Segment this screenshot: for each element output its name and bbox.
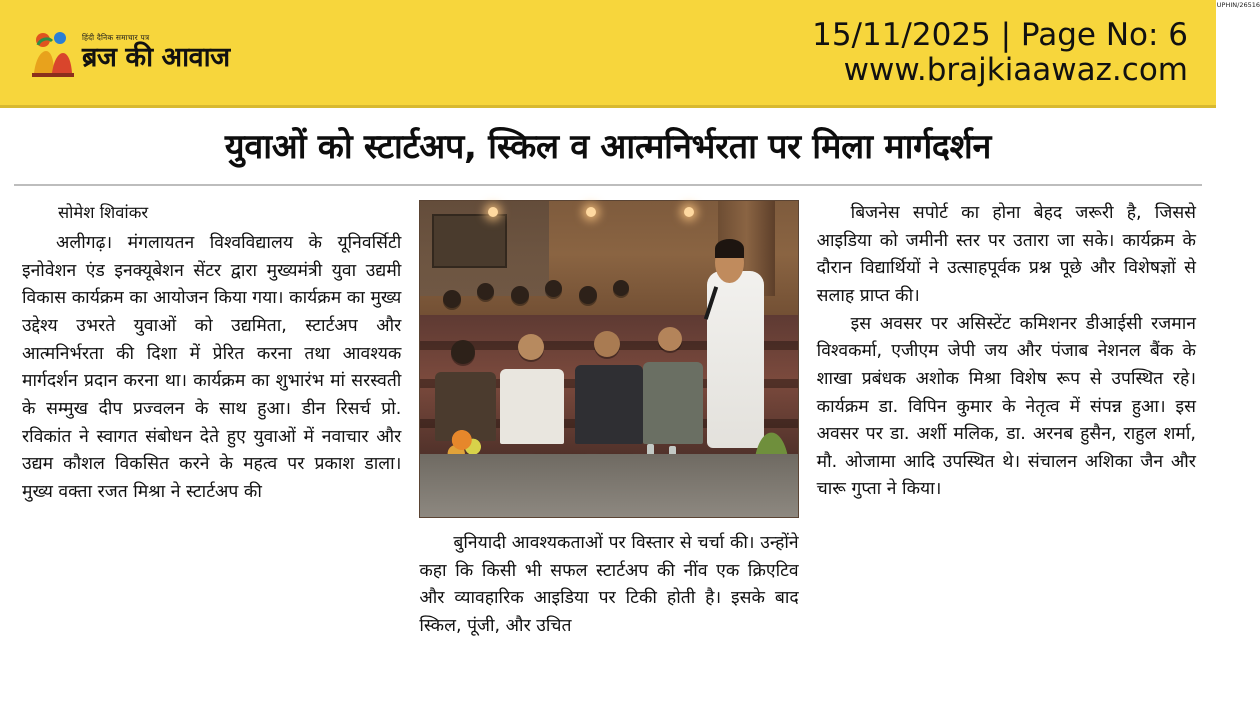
column-right	[817, 200, 1196, 641]
masthead-title: ब्रज की आवाज	[82, 41, 230, 73]
photo-audience-body	[500, 369, 564, 445]
byline: सोमेश शिवांकर	[58, 203, 149, 223]
photo-audience-head	[451, 340, 475, 364]
photo-floor	[420, 454, 797, 517]
photo-audience-head	[545, 280, 562, 297]
headline-wrap	[0, 108, 1216, 170]
article-headline: युवाओं को स्टार्टअप, स्किल व आत्मनिर्भरता पर मिला मार्गदर्शन	[224, 127, 992, 167]
publication-date-and-page: 15/11/2025 | Page No: 6	[812, 16, 1188, 53]
photo-projector-screen	[432, 214, 508, 269]
column-middle	[419, 200, 798, 641]
paragraph-middle-1: बुनियादी आवश्यकताओं पर विस्तार से चर्चा की। उन्होंने कहा कि किसी भी सफल स्टार्टअप की नींव एक क्रिएटिव और व्यावहारिक आइडिया पर टिकी होती है। इसके बाद स्किल, पूंजी, और उचित	[419, 533, 799, 636]
masthead-registration-badge: UPHIN/26516	[1216, 1, 1260, 9]
masthead-tagline: हिंदी दैनिक समाचार पत्र	[82, 33, 150, 43]
article-body	[0, 186, 1216, 641]
paragraph-left-1: अलीगढ़। मंगलायतन विश्वविद्यालय के यूनिवर्सिटी इनोवेशन एंड इनक्यूबेशन सेंटर द्वारा मुख्यमंत्री युवा उद्यमी विकास कार्यक्रम का आयोजन किया गया। कार्यक्रम का मुख्य उद्देश्य उभरते युवाओं को उद्यमिता, स्टार्टअप और आत्मनिर्भरता की दिशा में प्रेरित करना तथा आवश्यक मार्गदर्शन प्रदान करना था। कार्यक्रम का शुभारंभ मां सरस्वती के सम्मुख दीप प्रज्वलन के साथ हुआ। डीन रिसर्च प्रो. रविकांत ने स्वागत संबोधन देते हुए युवाओं में नवाचार और उद्यम कौशल विकसित करने के महत्व पर प्रकाश डाला। मुख्य वक्ता रजत मिश्रा ने स्टार्टअप की	[22, 233, 402, 502]
header-meta	[812, 18, 1194, 87]
photo-speaker-body	[707, 271, 764, 448]
photo-audience-head	[613, 280, 629, 296]
photo-audience-body	[643, 362, 703, 444]
paragraph-right-2: इस अवसर पर असिस्टेंट कमिशनर डीआईसी रजमान विश्वकर्मा, एजीएम जेपी जय और पंजाब नेशनल बैंक के शाखा प्रबंधक अशोक मिश्रा विशेष रूप से उपस्थित रहे। कार्यक्रम डा. विपिन कुमार के नेतृत्व में संपन्न हुआ। इस अवसर पर डा. अर्शी मलिक, डा. अरनब हुसैन, राहुल शर्मा, मौ. ओजामा आदि उपस्थित थे। संचालन अशिका जैन और चारू गुप्ता ने किया।	[816, 313, 1196, 500]
page-header	[0, 0, 1260, 108]
photo-speaker-hair	[715, 239, 744, 258]
article-photo	[419, 200, 798, 518]
photo-audience-body	[575, 365, 643, 444]
website-url: www.brajkiaawaz.com	[843, 51, 1188, 88]
masthead-logo-icon	[30, 27, 76, 79]
column-left	[22, 200, 401, 641]
photo-audience-head	[594, 331, 620, 357]
photo-audience-head	[443, 290, 461, 308]
paragraph-right-1: बिजनेस सपोर्ट का होना बेहद जरूरी है, जिससे आइडिया को जमीनी स्तर पर उतारा जा सके। कार्यक्रम के दौरान विद्यार्थियों ने उत्साहपूर्वक प्रश्न पूछे और विशेषज्ञों से सलाह प्राप्त की।	[816, 203, 1196, 306]
